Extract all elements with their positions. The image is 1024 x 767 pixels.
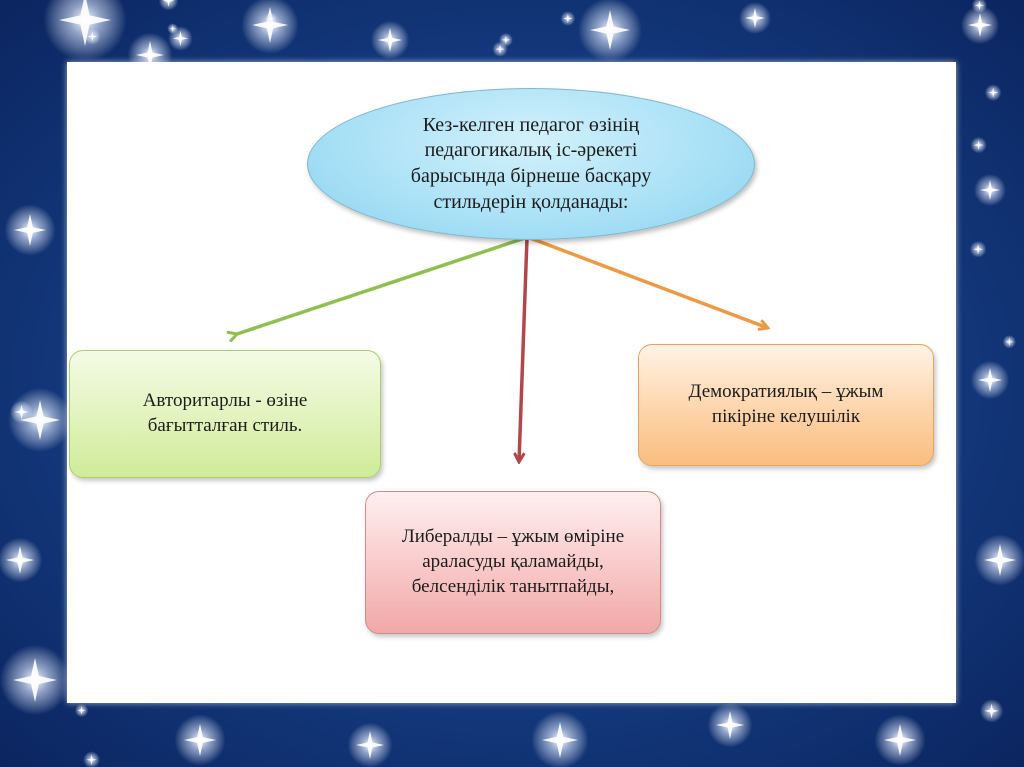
- arrow-to-authoritarian: [237, 238, 525, 334]
- central-text: Кез-келген педагог өзінің педагогикалық іс-әрекеті барысында бірнеше басқару стильдерін қолданады:: [410, 113, 652, 213]
- liberal-style-box: [365, 491, 661, 634]
- arrow-to-democratic: [530, 238, 768, 328]
- democratic-style-text: Демократиялық – ұжым пікіріне келушілік: [688, 381, 884, 427]
- democratic-style-box: [638, 344, 934, 466]
- central-ellipse: [307, 88, 755, 240]
- liberal-style-text: Либералды – ұжым өміріне араласуды қаламайды, белсенділік танытпайды,: [401, 526, 625, 597]
- authoritarian-style-text: Авторитарлы - өзіне бағытталған стиль.: [142, 390, 308, 436]
- authoritarian-style-box: [69, 350, 381, 478]
- arrow-to-liberal: [519, 238, 527, 462]
